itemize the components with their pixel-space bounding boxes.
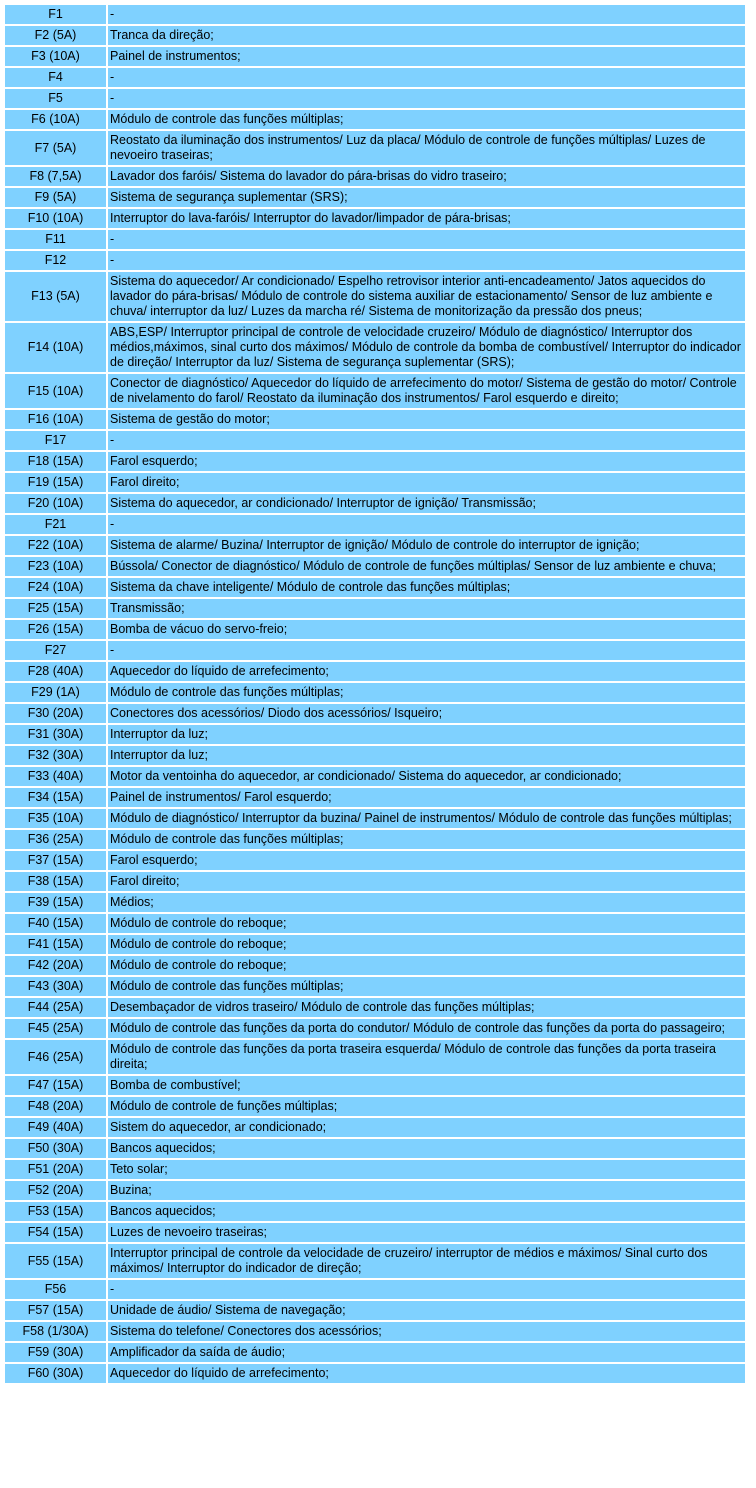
table-row: [5, 1181, 745, 1200]
table-row: [5, 1019, 745, 1038]
table-row: [5, 374, 745, 408]
fuse-id-cell: F55 (15A): [5, 1244, 106, 1278]
fuse-id-cell: F18 (15A): [5, 452, 106, 471]
fuse-description-cell: Unidade de áudio/ Sistema de navegação;: [108, 1301, 745, 1320]
fuse-id-cell: F60 (30A): [5, 1364, 106, 1383]
table-row: [5, 47, 745, 66]
fuse-id-cell: F38 (15A): [5, 872, 106, 891]
fuse-description-cell: -: [108, 89, 745, 108]
table-row: [5, 830, 745, 849]
fuse-description-cell: Módulo de controle das funções múltiplas;: [108, 977, 745, 996]
fuse-description-cell: Módulo de controle das funções múltiplas;: [108, 110, 745, 129]
fuse-description-cell: -: [108, 251, 745, 270]
fuse-id-cell: F44 (25A): [5, 998, 106, 1017]
table-row: [5, 956, 745, 975]
table-row: [5, 767, 745, 786]
fuse-id-cell: F24 (10A): [5, 578, 106, 597]
fuse-description-cell: Sistema de alarme/ Buzina/ Interruptor de ignição/ Módulo de controle do interruptor de ignição;: [108, 536, 745, 555]
fuse-id-cell: F39 (15A): [5, 893, 106, 912]
table-row: [5, 209, 745, 228]
fuse-description-cell: -: [108, 515, 745, 534]
fuse-description-cell: Painel de instrumentos;: [108, 47, 745, 66]
fuse-description-cell: Lavador dos faróis/ Sistema do lavador do pára-brisas do vidro traseiro;: [108, 167, 745, 186]
fuse-id-cell: F14 (10A): [5, 323, 106, 372]
fuse-id-cell: F9 (5A): [5, 188, 106, 207]
table-row: [5, 131, 745, 165]
table-row: [5, 725, 745, 744]
fuse-description-cell: Bomba de combustível;: [108, 1076, 745, 1095]
fuse-id-cell: F25 (15A): [5, 599, 106, 618]
table-row: [5, 557, 745, 576]
table-row: [5, 410, 745, 429]
fuse-description-cell: Amplificador da saída de áudio;: [108, 1343, 745, 1362]
fuse-id-cell: F10 (10A): [5, 209, 106, 228]
fuse-id-cell: F29 (1A): [5, 683, 106, 702]
table-row: [5, 230, 745, 249]
fuse-id-cell: F42 (20A): [5, 956, 106, 975]
table-row: [5, 1322, 745, 1341]
fuse-description-cell: -: [108, 68, 745, 87]
fuse-id-cell: F17: [5, 431, 106, 450]
fuse-id-cell: F52 (20A): [5, 1181, 106, 1200]
fuse-description-cell: Farol direito;: [108, 872, 745, 891]
fuse-description-cell: Farol esquerdo;: [108, 851, 745, 870]
fuse-description-cell: Sistema do aquecedor/ Ar condicionado/ Espelho retrovisor interior anti-encadeamento/ Jatos aquecidos do lavador do pára-brisas/ Módulo de controle do sistema auxiliar de estacionamento/ Sensor de luz ambiente e chuva/ interruptor da luz/ Luzes da marcha ré/ Sistema de monitorização da pressão dos pneus;: [108, 272, 745, 321]
table-row: [5, 473, 745, 492]
fuse-id-cell: F56: [5, 1280, 106, 1299]
fuse-table-body: [5, 5, 745, 1383]
fuse-description-cell: Desembaçador de vidros traseiro/ Módulo de controle das funções múltiplas;: [108, 998, 745, 1017]
fuse-description-cell: Aquecedor do líquido de arrefecimento;: [108, 1364, 745, 1383]
fuse-description-cell: Módulo de controle das funções múltiplas;: [108, 830, 745, 849]
table-row: [5, 1343, 745, 1362]
table-row: [5, 998, 745, 1017]
fuse-id-cell: F50 (30A): [5, 1139, 106, 1158]
fuse-id-cell: F41 (15A): [5, 935, 106, 954]
fuse-id-cell: F3 (10A): [5, 47, 106, 66]
table-row: [5, 809, 745, 828]
fuse-description-cell: Painel de instrumentos/ Farol esquerdo;: [108, 788, 745, 807]
table-row: [5, 1301, 745, 1320]
fuse-description-cell: Tranca da direção;: [108, 26, 745, 45]
fuse-id-cell: F13 (5A): [5, 272, 106, 321]
table-row: [5, 1364, 745, 1383]
table-row: [5, 431, 745, 450]
fuse-id-cell: F53 (15A): [5, 1202, 106, 1221]
fuse-id-cell: F45 (25A): [5, 1019, 106, 1038]
table-row: [5, 515, 745, 534]
fuse-description-cell: Bancos aquecidos;: [108, 1139, 745, 1158]
table-row: [5, 1160, 745, 1179]
fuse-id-cell: F27: [5, 641, 106, 660]
fuse-id-cell: F58 (1/30A): [5, 1322, 106, 1341]
table-row: [5, 89, 745, 108]
fuse-description-cell: Reostato da iluminação dos instrumentos/ Luz da placa/ Módulo de controle de funções múltiplas/ Luzes de nevoeiro traseiras;: [108, 131, 745, 165]
fuse-id-cell: F47 (15A): [5, 1076, 106, 1095]
fuse-description-cell: Interruptor principal de controle da velocidade de cruzeiro/ interruptor de médios e máximos/ Sinal curto dos máximos/ Interruptor do indicador de direção;: [108, 1244, 745, 1278]
table-row: [5, 641, 745, 660]
fuse-id-cell: F40 (15A): [5, 914, 106, 933]
table-row: [5, 26, 745, 45]
fuse-id-cell: F15 (10A): [5, 374, 106, 408]
table-row: [5, 167, 745, 186]
table-row: [5, 1202, 745, 1221]
fuse-id-cell: F4: [5, 68, 106, 87]
table-row: [5, 1244, 745, 1278]
fuse-id-cell: F48 (20A): [5, 1097, 106, 1116]
fuse-description-cell: Teto solar;: [108, 1160, 745, 1179]
table-row: [5, 1139, 745, 1158]
table-row: [5, 1040, 745, 1074]
table-row: [5, 452, 745, 471]
table-row: [5, 578, 745, 597]
table-row: [5, 1280, 745, 1299]
fuse-id-cell: F23 (10A): [5, 557, 106, 576]
table-row: [5, 893, 745, 912]
fuse-description-cell: -: [108, 1280, 745, 1299]
fuse-table: [3, 3, 747, 1385]
table-row: [5, 1223, 745, 1242]
fuse-id-cell: F51 (20A): [5, 1160, 106, 1179]
table-row: [5, 68, 745, 87]
table-row: [5, 620, 745, 639]
table-row: [5, 1097, 745, 1116]
table-row: [5, 1076, 745, 1095]
fuse-description-cell: Farol esquerdo;: [108, 452, 745, 471]
fuse-id-cell: F35 (10A): [5, 809, 106, 828]
table-row: [5, 935, 745, 954]
fuse-description-cell: Módulo de controle das funções da porta traseira esquerda/ Módulo de controle das funções da porta traseira direita;: [108, 1040, 745, 1074]
fuse-id-cell: F36 (25A): [5, 830, 106, 849]
fuse-description-cell: -: [108, 641, 745, 660]
table-row: [5, 977, 745, 996]
fuse-id-cell: F34 (15A): [5, 788, 106, 807]
fuse-id-cell: F59 (30A): [5, 1343, 106, 1362]
fuse-description-cell: Módulo de controle do reboque;: [108, 914, 745, 933]
fuse-id-cell: F20 (10A): [5, 494, 106, 513]
fuse-id-cell: F32 (30A): [5, 746, 106, 765]
fuse-description-cell: Conector de diagnóstico/ Aquecedor do líquido de arrefecimento do motor/ Sistema de gestão do motor/ Controle de nivelamento do farol/ Reostato da iluminação dos instrumentos/ Farol esquerdo e direito;: [108, 374, 745, 408]
fuse-id-cell: F57 (15A): [5, 1301, 106, 1320]
fuse-id-cell: F37 (15A): [5, 851, 106, 870]
fuse-description-cell: -: [108, 5, 745, 24]
fuse-description-cell: Interruptor da luz;: [108, 725, 745, 744]
fuse-description-cell: -: [108, 431, 745, 450]
fuse-id-cell: F31 (30A): [5, 725, 106, 744]
fuse-id-cell: F30 (20A): [5, 704, 106, 723]
table-row: [5, 5, 745, 24]
fuse-id-cell: F19 (15A): [5, 473, 106, 492]
fuse-id-cell: F7 (5A): [5, 131, 106, 165]
fuse-id-cell: F16 (10A): [5, 410, 106, 429]
fuse-description-cell: Buzina;: [108, 1181, 745, 1200]
fuse-id-cell: F11: [5, 230, 106, 249]
table-row: [5, 914, 745, 933]
fuse-description-cell: Farol direito;: [108, 473, 745, 492]
fuse-id-cell: F22 (10A): [5, 536, 106, 555]
fuse-id-cell: F8 (7,5A): [5, 167, 106, 186]
fuse-id-cell: F5: [5, 89, 106, 108]
fuse-id-cell: F6 (10A): [5, 110, 106, 129]
fuse-id-cell: F28 (40A): [5, 662, 106, 681]
fuse-description-cell: Módulo de controle do reboque;: [108, 956, 745, 975]
fuse-description-cell: Sistema do telefone/ Conectores dos acessórios;: [108, 1322, 745, 1341]
table-row: [5, 251, 745, 270]
fuse-id-cell: F49 (40A): [5, 1118, 106, 1137]
fuse-description-cell: Bomba de vácuo do servo-freio;: [108, 620, 745, 639]
table-row: [5, 851, 745, 870]
table-row: [5, 662, 745, 681]
fuse-id-cell: F54 (15A): [5, 1223, 106, 1242]
fuse-description-cell: Médios;: [108, 893, 745, 912]
table-row: [5, 746, 745, 765]
table-row: [5, 683, 745, 702]
fuse-id-cell: F33 (40A): [5, 767, 106, 786]
fuse-description-cell: Módulo de diagnóstico/ Interruptor da buzina/ Painel de instrumentos/ Módulo de controle das funções múltiplas;: [108, 809, 745, 828]
fuse-description-cell: Aquecedor do líquido de arrefecimento;: [108, 662, 745, 681]
fuse-description-cell: Módulo de controle das funções da porta do condutor/ Módulo de controle das funções da porta do passageiro;: [108, 1019, 745, 1038]
fuse-description-cell: Motor da ventoinha do aquecedor, ar condicionado/ Sistema do aquecedor, ar condicionado;: [108, 767, 745, 786]
fuse-description-cell: Módulo de controle do reboque;: [108, 935, 745, 954]
fuse-description-cell: Módulo de controle de funções múltiplas;: [108, 1097, 745, 1116]
fuse-description-cell: Interruptor da luz;: [108, 746, 745, 765]
fuse-id-cell: F12: [5, 251, 106, 270]
table-row: [5, 599, 745, 618]
table-row: [5, 872, 745, 891]
table-row: [5, 110, 745, 129]
fuse-id-cell: F21: [5, 515, 106, 534]
fuse-description-cell: Módulo de controle das funções múltiplas;: [108, 683, 745, 702]
fuse-id-cell: F2 (5A): [5, 26, 106, 45]
fuse-id-cell: F46 (25A): [5, 1040, 106, 1074]
fuse-description-cell: ABS,ESP/ Interruptor principal de controle de velocidade cruzeiro/ Módulo de diagnóstico/ Interruptor dos médios,máximos, sinal curto dos máximos/ Módulo de controle da bomba de combustível/ Interruptor do indicador de direção/ Interruptor da luz/ Sistema de segurança suplementar (SRS);: [108, 323, 745, 372]
fuse-description-cell: Interruptor do lava-faróis/ Interruptor do lavador/limpador de pára-brisas;: [108, 209, 745, 228]
fuse-description-cell: -: [108, 230, 745, 249]
fuse-description-cell: Sistema do aquecedor, ar condicionado/ Interruptor de ignição/ Transmissão;: [108, 494, 745, 513]
table-row: [5, 536, 745, 555]
fuse-description-cell: Sistema de segurança suplementar (SRS);: [108, 188, 745, 207]
fuse-id-cell: F43 (30A): [5, 977, 106, 996]
table-row: [5, 323, 745, 372]
fuse-description-cell: Conectores dos acessórios/ Diodo dos acessórios/ Isqueiro;: [108, 704, 745, 723]
fuse-description-cell: Bancos aquecidos;: [108, 1202, 745, 1221]
table-row: [5, 494, 745, 513]
fuse-id-cell: F26 (15A): [5, 620, 106, 639]
table-row: [5, 1118, 745, 1137]
fuse-description-cell: Bússola/ Conector de diagnóstico/ Módulo de controle de funções múltiplas/ Sensor de luz ambiente e chuva;: [108, 557, 745, 576]
table-row: [5, 704, 745, 723]
fuse-description-cell: Sistema da chave inteligente/ Módulo de controle das funções múltiplas;: [108, 578, 745, 597]
fuse-description-cell: Transmissão;: [108, 599, 745, 618]
table-row: [5, 788, 745, 807]
fuse-id-cell: F1: [5, 5, 106, 24]
table-row: [5, 188, 745, 207]
fuse-description-cell: Luzes de nevoeiro traseiras;: [108, 1223, 745, 1242]
fuse-description-cell: Sistem do aquecedor, ar condicionado;: [108, 1118, 745, 1137]
table-row: [5, 272, 745, 321]
fuse-description-cell: Sistema de gestão do motor;: [108, 410, 745, 429]
